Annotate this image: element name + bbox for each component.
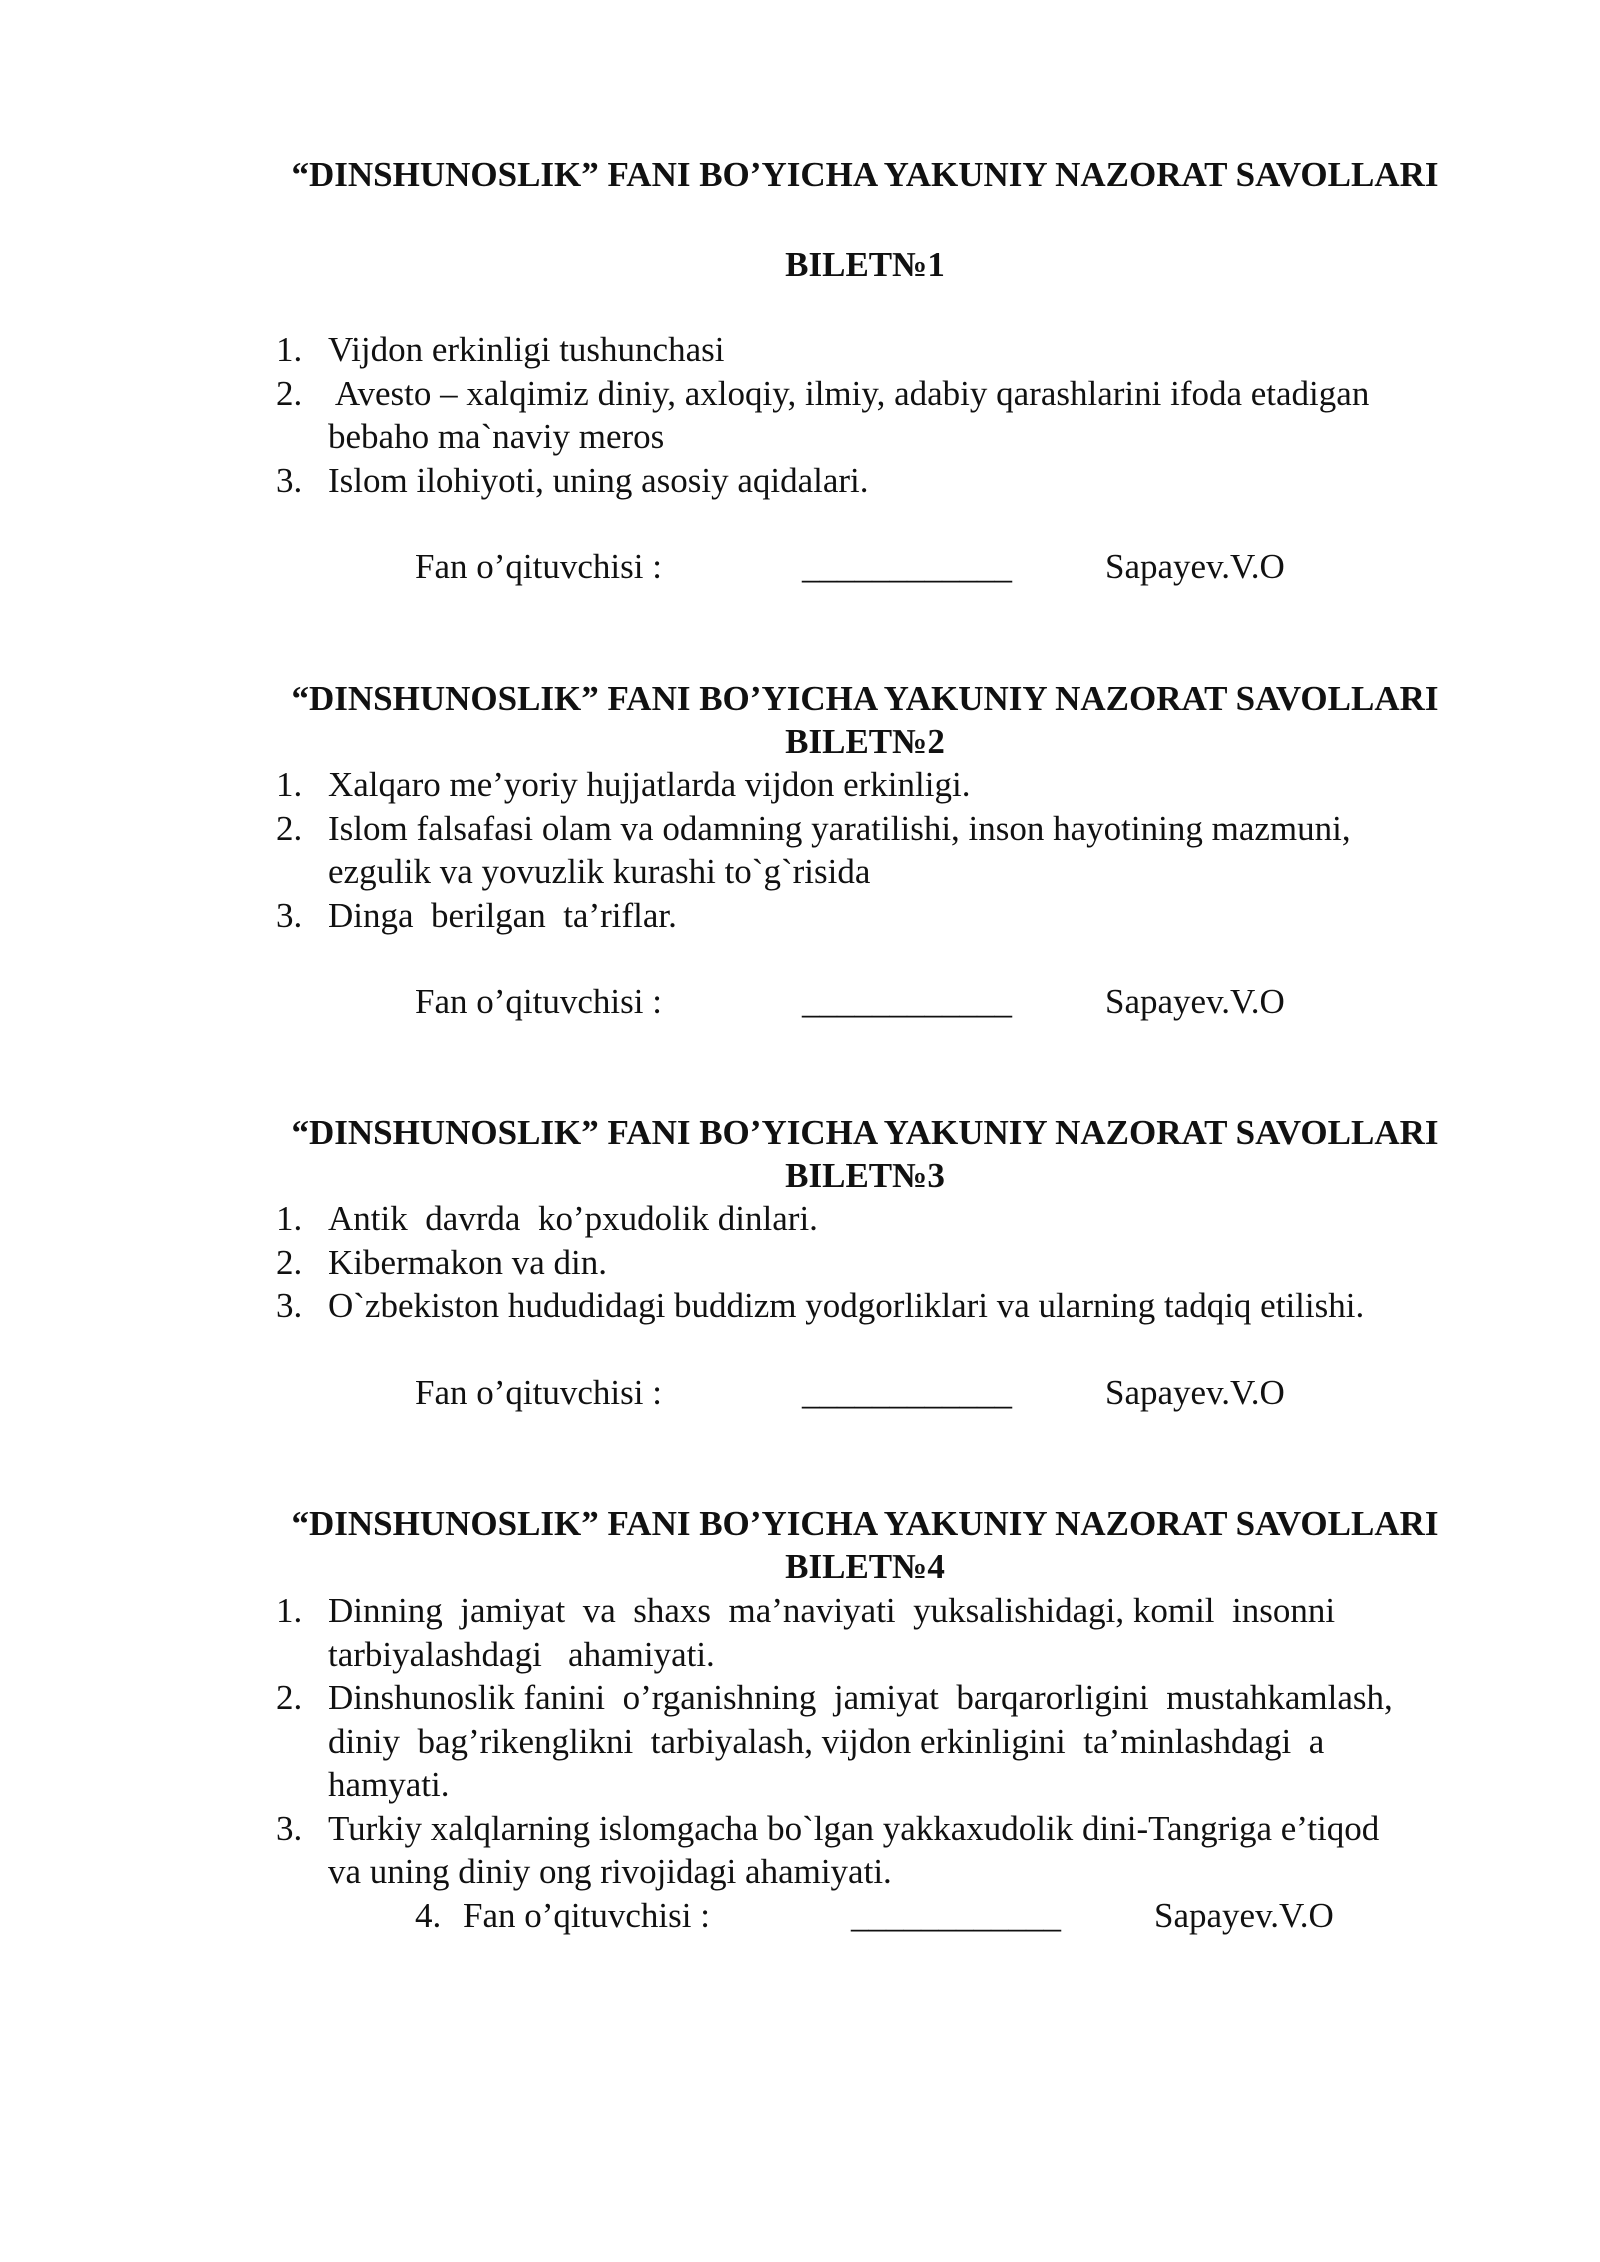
question-number: 3. bbox=[276, 460, 303, 500]
question-item bbox=[0, 1284, 1600, 1328]
signature-row bbox=[0, 545, 1600, 589]
signature-row bbox=[0, 1894, 1600, 1938]
teacher-name: Sapayev.V.O bbox=[1105, 982, 1285, 1021]
question-text: diniy bag’rikenglikni tarbiyalash, vijdon erkinligini ta’minlashdagi a bbox=[328, 1721, 1325, 1761]
question-text: tarbiyalashdagi ahamiyati. bbox=[328, 1634, 715, 1674]
question-number: 1. bbox=[276, 765, 303, 804]
question-text: Xalqaro me’yoriy hujjatlarda vijdon erkinligi. bbox=[328, 765, 971, 804]
ticket-number: BILET№3 bbox=[785, 1156, 945, 1195]
question-number: 2. bbox=[276, 1678, 303, 1717]
question-number: 3. bbox=[276, 895, 303, 935]
signature-blank: ____________ bbox=[802, 982, 1012, 1021]
question-number: 1. bbox=[276, 1591, 303, 1630]
question-item bbox=[0, 894, 1600, 938]
teacher-name: Sapayev.V.O bbox=[1105, 547, 1285, 586]
question-item bbox=[0, 1676, 1600, 1807]
question-text: Dinga berilgan ta’riflar. bbox=[328, 895, 677, 935]
question-item bbox=[0, 459, 1600, 503]
question-item bbox=[0, 1807, 1600, 1894]
ticket-title: “DINSHUNOSLIK” FANI BO’YICHA YAKUNIY NAZORAT SAVOLLARI bbox=[291, 155, 1439, 194]
question-text: Kibermakon va din. bbox=[328, 1242, 607, 1282]
question-text: ezgulik va yovuzlik kurashi to`g`risida bbox=[328, 852, 871, 891]
question-item bbox=[0, 1589, 1600, 1676]
question-number: 3. bbox=[276, 1286, 303, 1325]
teacher-label: Fan o’qituvchisi : bbox=[463, 1896, 710, 1935]
question-number: 3. bbox=[276, 1808, 303, 1848]
question-number: 1. bbox=[276, 330, 303, 369]
question-text: Islom falsafasi olam va odamning yaratilishi, inson hayotining mazmuni, bbox=[328, 808, 1351, 848]
signature-number: 4. bbox=[415, 1896, 442, 1935]
question-text: Dinshunoslik fanini o’rganishning jamiyat barqarorligini mustahkamlash, bbox=[328, 1678, 1393, 1717]
teacher-name: Sapayev.V.O bbox=[1105, 1373, 1285, 1412]
question-item bbox=[0, 1197, 1600, 1241]
signature-blank: ____________ bbox=[802, 547, 1012, 586]
question-number: 2. bbox=[276, 808, 303, 848]
ticket-title: “DINSHUNOSLIK” FANI BO’YICHA YAKUNIY NAZORAT SAVOLLARI bbox=[291, 679, 1439, 718]
question-number: 2. bbox=[276, 1242, 303, 1282]
question-text: bebaho ma`naviy meros bbox=[328, 417, 665, 456]
question-item bbox=[0, 328, 1600, 372]
question-list bbox=[0, 1589, 1600, 1894]
question-list bbox=[0, 328, 1600, 502]
question-text: va uning diniy ong rivojidagi ahamiyati. bbox=[328, 1852, 892, 1891]
signature-row bbox=[0, 1371, 1600, 1415]
signature-blank: ____________ bbox=[851, 1896, 1061, 1935]
teacher-label: Fan o’qituvchisi : bbox=[415, 982, 662, 1021]
question-text: hamyati. bbox=[328, 1765, 450, 1804]
question-text: Islom ilohiyoti, uning asosiy aqidalari. bbox=[328, 460, 869, 500]
teacher-label: Fan o’qituvchisi : bbox=[415, 1373, 662, 1412]
teacher-name: Sapayev.V.O bbox=[1154, 1896, 1334, 1935]
ticket-title: “DINSHUNOSLIK” FANI BO’YICHA YAKUNIY NAZORAT SAVOLLARI bbox=[291, 1113, 1439, 1152]
question-number: 2. bbox=[276, 373, 303, 413]
question-text: Vijdon erkinligi tushunchasi bbox=[328, 330, 725, 369]
question-text: Avesto – xalqimiz diniy, axloqiy, ilmiy, adabiy qarashlarini ifoda etadigan bbox=[328, 373, 1370, 413]
signature-blank: ____________ bbox=[802, 1373, 1012, 1412]
question-text: O`zbekiston hududidagi buddizm yodgorliklari va ularning tadqiq etilishi. bbox=[328, 1286, 1365, 1325]
ticket-number: BILET№4 bbox=[785, 1547, 945, 1586]
ticket-number: BILET№2 bbox=[785, 722, 945, 761]
question-text: Antik davrda ko’pxudolik dinlari. bbox=[328, 1199, 818, 1238]
ticket-number: BILET№1 bbox=[785, 245, 945, 284]
question-number: 1. bbox=[276, 1199, 303, 1238]
question-text: Turkiy xalqlarning islomgacha bo`lgan yakkaxudolik dini-Tangriga e’tiqod bbox=[328, 1808, 1380, 1848]
question-item bbox=[0, 807, 1600, 894]
teacher-label: Fan o’qituvchisi : bbox=[415, 547, 662, 586]
question-list bbox=[0, 763, 1600, 937]
question-item bbox=[0, 1241, 1600, 1285]
question-text: Dinning jamiyat va shaxs ma’naviyati yuksalishidagi, komil insonni bbox=[328, 1591, 1336, 1630]
question-item bbox=[0, 763, 1600, 807]
question-list bbox=[0, 1197, 1600, 1328]
ticket-title: “DINSHUNOSLIK” FANI BO’YICHA YAKUNIY NAZORAT SAVOLLARI bbox=[291, 1504, 1439, 1543]
question-item bbox=[0, 372, 1600, 459]
signature-row bbox=[0, 980, 1600, 1024]
